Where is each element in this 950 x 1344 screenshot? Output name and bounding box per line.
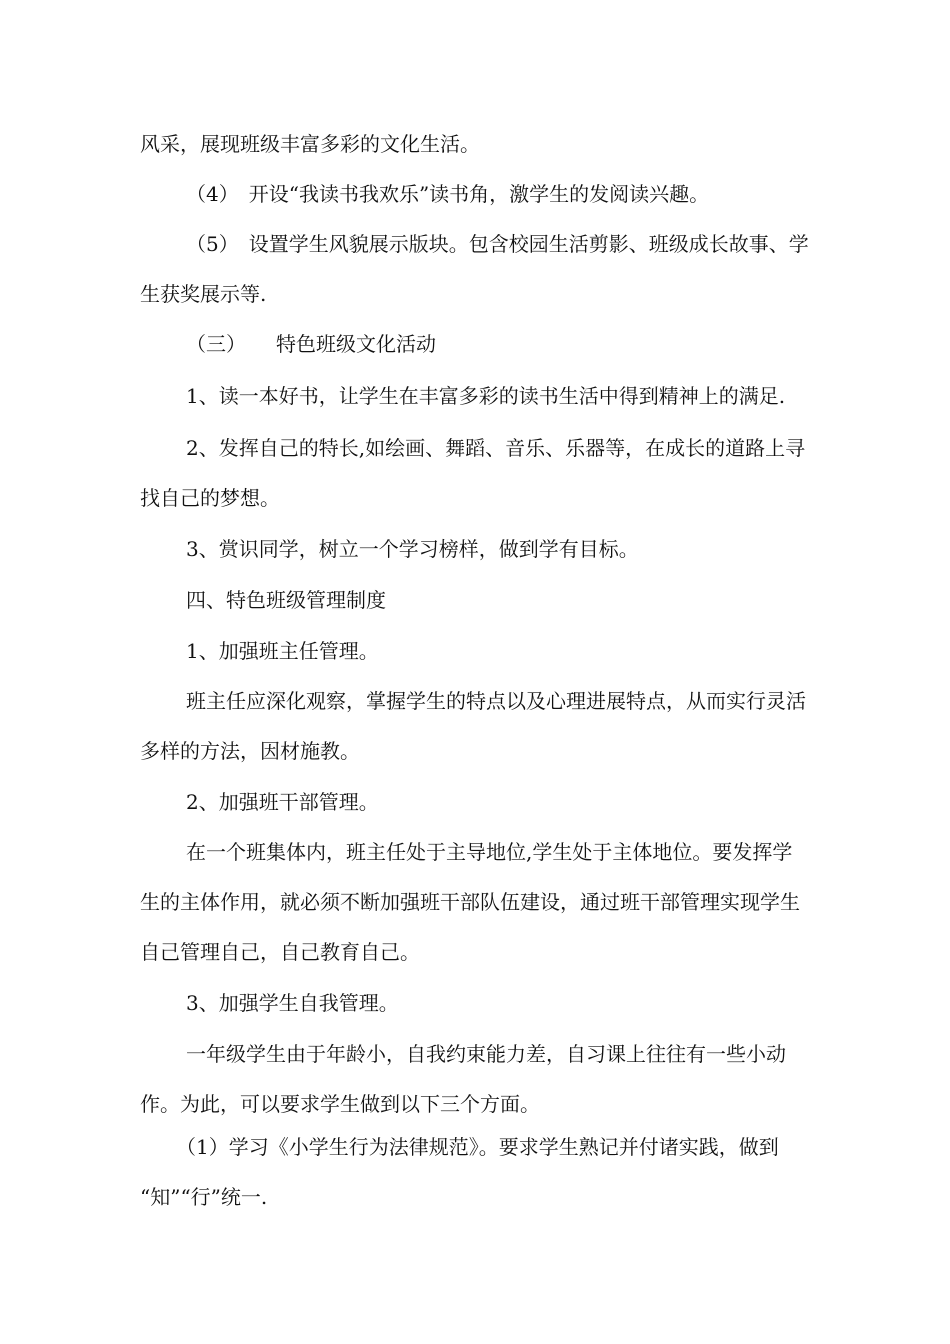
text-line: 自己管理自己，自己教育自己。 xyxy=(140,940,420,964)
text-line: 找自己的梦想。 xyxy=(140,486,280,510)
text-line: 多样的方法，因材施教。 xyxy=(140,739,360,763)
text-line: 一年级学生由于年龄小，自我约束能力差，自习课上往往有一些小动 xyxy=(186,1042,786,1066)
text-line: “知”“行”统一. xyxy=(140,1185,268,1209)
text-line: 生的主体作用，就必须不断加强班干部队伍建设，通过班干部管理实现学生 xyxy=(140,890,800,914)
text-line: 1、读一本好书，让学生在丰富多彩的读书生活中得到精神上的满足. xyxy=(186,384,786,408)
text-line: （4） 开设“我读书我欢乐”读书角，激学生的发阅读兴趣。 xyxy=(186,182,710,206)
text-line: 作。为此，可以要求学生做到以下三个方面。 xyxy=(140,1092,540,1116)
text-line: 3、赏识同学，树立一个学习榜样，做到学有目标。 xyxy=(186,537,639,561)
subsection-heading: 2、加强班干部管理。 xyxy=(186,790,379,814)
text-line: 在一个班集体内，班主任处于主导地位,学生处于主体地位。要发挥学 xyxy=(186,840,793,864)
text-line: 风采，展现班级丰富多彩的文化生活。 xyxy=(140,132,480,156)
section-heading: （三） 特色班级文化活动 xyxy=(186,332,436,356)
text-line: 生获奖展示等. xyxy=(140,282,267,306)
text-line: （1）学习《小学生行为法律规范》。要求学生熟记并付诸实践，做到 xyxy=(176,1135,779,1159)
text-line: （5） 设置学生风貌展示版块。包含校园生活剪影、班级成长故事、学 xyxy=(186,232,809,256)
subsection-heading: 1、加强班主任管理。 xyxy=(186,639,379,663)
text-line: 班主任应深化观察，掌握学生的特点以及心理进展特点，从而实行灵活 xyxy=(186,689,806,713)
subsection-heading: 3、加强学生自我管理。 xyxy=(186,991,399,1015)
text-line: 2、发挥自己的特长,如绘画、舞蹈、音乐、乐器等，在成长的道路上寻 xyxy=(186,436,806,460)
section-heading: 四、特色班级管理制度 xyxy=(186,588,386,612)
